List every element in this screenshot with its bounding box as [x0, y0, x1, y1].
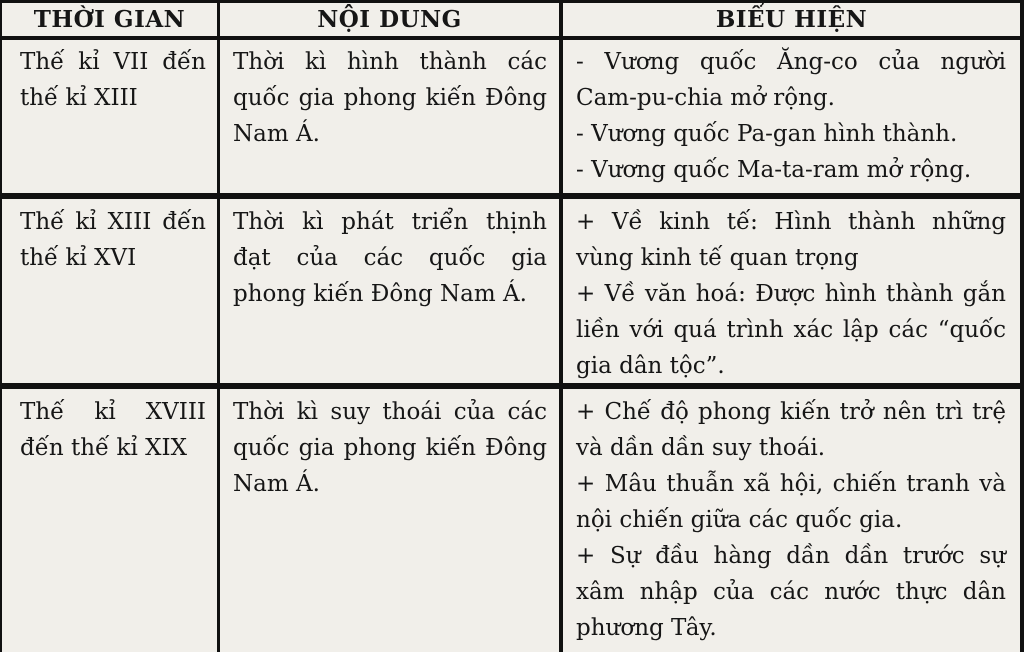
col1-divider: [217, 0, 220, 652]
row2-item: + Về văn hoá: Được hình thành gắn liền với quá trình xác lập các “quốc gia dân tộc”.: [576, 281, 1006, 379]
row3-item: + Sự đầu hàng dần dần trước sự xâm nhập của các nước thực dân phương Tây.: [576, 543, 1006, 641]
row2-content: Thời kì phát triển thịnh đạt của các quốc gia phong kiến Đông Nam Á.: [233, 209, 547, 307]
header-time: THỜI GIAN: [33, 6, 186, 33]
row1-manifestation: [576, 44, 1006, 188]
row3-item: + Mâu thuẫn xã hội, chiến tranh và nội chiến giữa các quốc gia.: [576, 471, 1006, 533]
row1-item: - Vương quốc Ma-ta-ram mở rộng.: [576, 157, 972, 183]
row1-bottom-border: [0, 193, 1024, 199]
row1-content: Thời kì hình thành các quốc gia phong kiến Đông Nam Á.: [233, 49, 547, 147]
row1-item: - Vương quốc Ăng-co của người Cam-pu-chia mở rộng.: [576, 49, 1006, 111]
row1-time: Thế kỉ VII đến thế kỉ XIII: [20, 49, 206, 111]
row3-time: Thế kỉ XVIII đến thế kỉ XIX: [20, 399, 206, 461]
row2-manifestation: [576, 204, 1006, 384]
header-manifestation: BIỂU HIỆN: [715, 6, 868, 33]
row2-item: + Về kinh tế: Hình thành những vùng kinh tế quan trọng: [576, 209, 1006, 271]
row3-manifestation: [576, 394, 1006, 646]
row3-content: Thời kì suy thoái của các quốc gia phong kiến Đông Nam Á.: [233, 399, 547, 497]
row2-time: Thế kỉ XIII đến thế kỉ XVI: [20, 209, 206, 271]
row1-item: - Vương quốc Pa-gan hình thành.: [576, 121, 958, 147]
col2-divider: [559, 0, 563, 652]
table-left-border: [0, 0, 2, 652]
row3-item: + Chế độ phong kiến trở nên trì trệ và dần dần suy thoái.: [576, 399, 1006, 461]
header-content: NỘI DUNG: [317, 6, 462, 33]
table-right-border: [1020, 0, 1024, 652]
